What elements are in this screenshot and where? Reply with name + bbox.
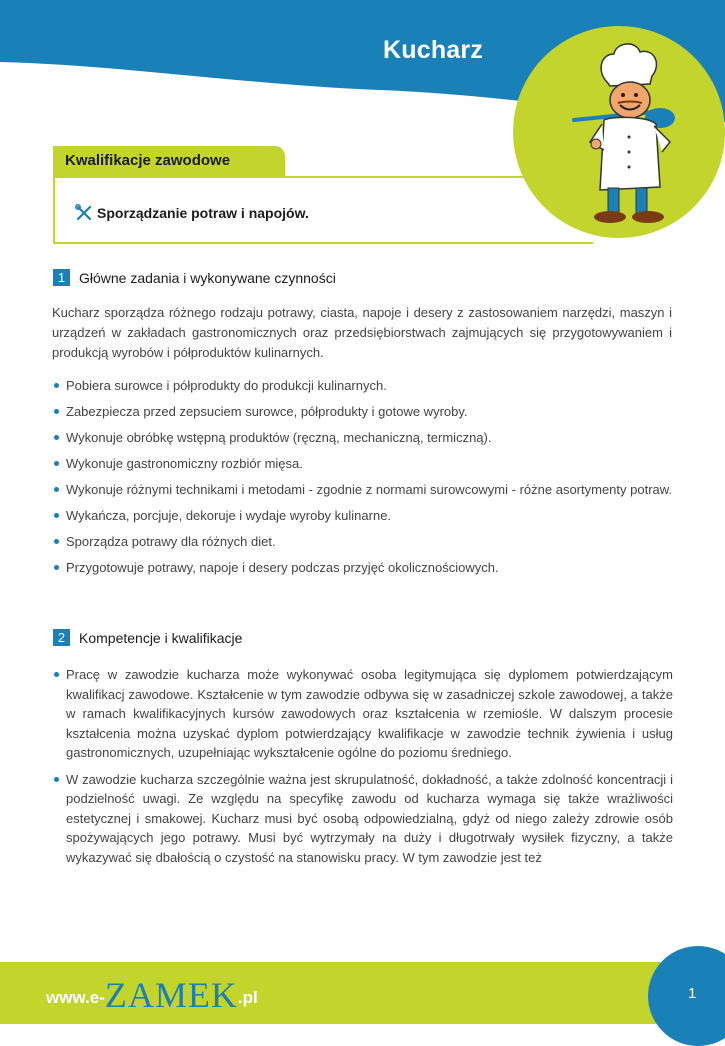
bullet-icon [54, 435, 59, 440]
bullet-icon [54, 487, 59, 492]
list-item: Pracę w zawodzie kucharza może wykonywać osoba legitymująca się dyplomem potwierdzającym kwalifikacj zawodowe. Kształcenie w tym zawodzie odbywa się w zasadniczej szkole zawodowej, a także w ramach kwalifikacyjnych kursów zawodowych oraz kształcenia w rzemiośle. W dalszym procesie kształcenia można uzyskać dyplom potwierdzający kwalifikacje w zawodzie technik żywienia i usług gastronomicznych, uzupełniając wykształcenie ogólne do poziomu średniego. [52, 665, 673, 763]
logo-name: ZAMEK [104, 975, 238, 1015]
bullet-icon [54, 409, 59, 414]
list-item: Wykonuje gastronomiczny rozbiór mięsa. [52, 454, 673, 473]
logo-prefix: www.e- [46, 988, 105, 1007]
qualification-item [75, 204, 309, 222]
bullet-icon [54, 672, 59, 677]
list-item: W zawodzie kucharza szczególnie ważna jest skrupulatność, dokładność, a także zdolność koncentracji i podzielność uwagi. Ze względu na specyfikę zawodu od kucharza wymaga się także wrażliwości estetycznej i smakowej. Kucharz musi być osobą odpowiedzialną, gdyż od niego zależy zdrowie osób spożywających jego potrawy. Musi być wytrzymały na duży i długotrwały wysiłek fizyczny, a także wykazywać się dbałością o czystość na stanowisku pracy. W tym zawodzie jest też [52, 770, 673, 868]
qualification-item-text: Sporządzanie potraw i napojów. [97, 205, 309, 221]
section-2-number: 2 [53, 629, 70, 646]
section-2-list [52, 665, 673, 874]
bullet-icon [54, 539, 59, 544]
section-1-list [52, 376, 673, 584]
logo-suffix: .pl [237, 988, 258, 1007]
list-item: Wykonuje obróbkę wstępną produktów (ręczną, mechaniczną, termiczną). [52, 428, 673, 447]
section-1-number: 1 [53, 269, 70, 286]
list-item: Zabezpiecza przed zepsuciem surowce, półprodukty i gotowe wyroby. [52, 402, 673, 421]
site-logo[interactable] [46, 977, 258, 1013]
list-item: Wykańcza, porcjuje, dekoruje i wydaje wyroby kulinarne. [52, 506, 673, 525]
bullet-icon [54, 461, 59, 466]
bullet-icon [54, 565, 59, 570]
qualifications-heading: Kwalifikacje zawodowe [53, 146, 285, 176]
page-title: Kucharz [383, 36, 484, 64]
list-item: Pobiera surowce i półprodukty do produkcji kulinarnych. [52, 376, 673, 395]
page-number: 1 [688, 985, 697, 1002]
bullet-icon [54, 777, 59, 782]
list-item: Sporządza potrawy dla różnych diet. [52, 532, 673, 551]
list-item: Wykonuje różnymi technikami i metodami - zgodnie z normami surowcowymi - różne asortymenty potraw. [52, 480, 673, 499]
page-number-badge [648, 946, 725, 1046]
section-1-intro: Kucharz sporządza różnego rodzaju potrawy, ciasta, napoje i desery z zastosowaniem narzędzi, maszyn i urządzeń w zakładach gastronomicznych oraz przedsiębiorstwach zajmujących się przygotowywaniem i produkcją wyrobów i półproduktów kulinarnych. [52, 305, 672, 360]
section-2-title: Kompetencje i kwalifikacje [79, 629, 243, 646]
list-item: Przygotowuje potrawy, napoje i desery podczas przyjęć okolicznościowych. [52, 558, 673, 577]
bullet-icon [54, 513, 59, 518]
section-2-heading [53, 629, 242, 646]
section-1-heading [53, 269, 336, 286]
bullet-icon [54, 383, 59, 388]
tools-icon [75, 204, 93, 222]
section-1-title: Główne zadania i wykonywane czynności [79, 269, 336, 286]
